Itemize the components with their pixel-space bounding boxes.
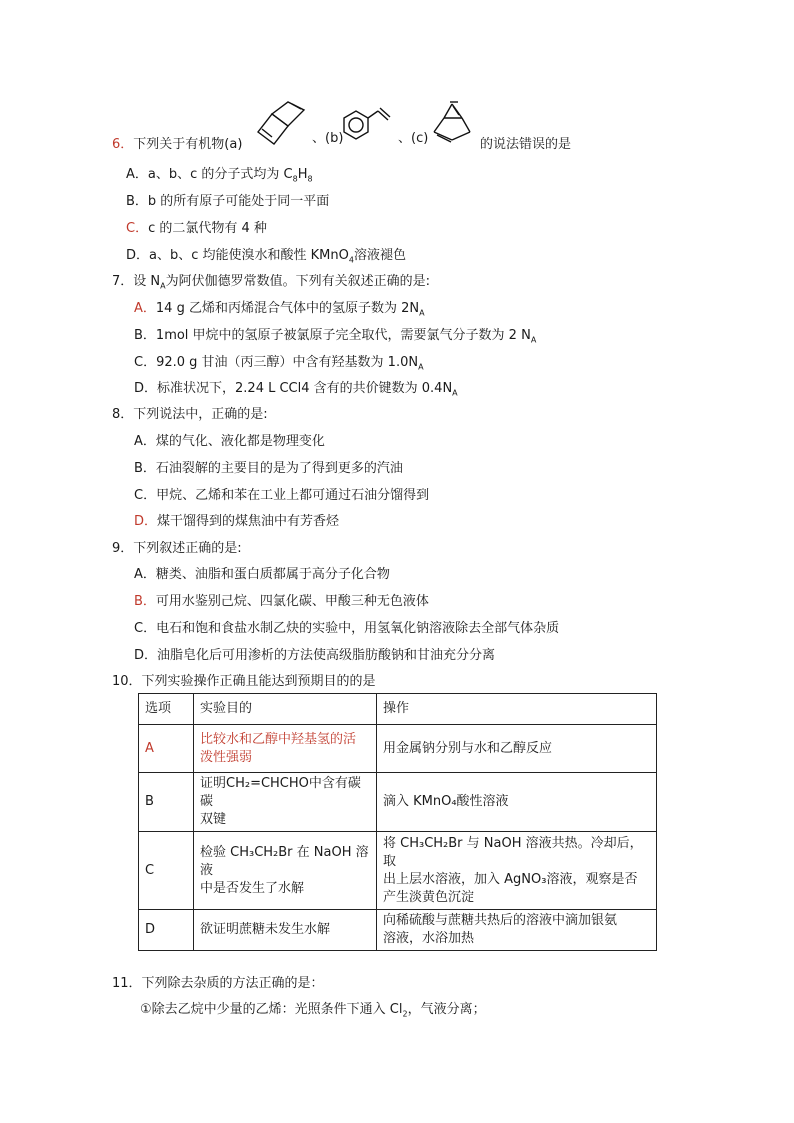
- q7-stem: 7．设 $N_A$为阿伏伽德罗常数值。下列有关叙述正确的是:: [112, 274, 431, 291]
- q8-option-b: B．石油裂解的主要目的是为了得到更多的汽油: [134, 461, 403, 476]
- table-row: [139, 832, 657, 910]
- row-purpose: 欲证明蔗糖未发生水解: [194, 910, 377, 951]
- structure-a-image: [252, 100, 310, 150]
- q11-item-1: ①除去乙烷中少量的乙烯：光照条件下通入 $Cl_2$，气液分离；: [140, 1002, 486, 1019]
- q6-number: 6．: [112, 137, 134, 152]
- row-operation: 向稀硫酸与蔗糖共热后的溶液中滴加银氨 溶液，水浴加热: [377, 910, 657, 951]
- q6-option-b: B．b 的所有原子可能处于同一平面: [126, 194, 330, 209]
- table-header-row: [139, 694, 657, 725]
- header-option: 选项: [139, 694, 194, 725]
- row-operation: 用金属钠分别与水和乙醇反应: [377, 725, 657, 773]
- q11-stem: 11．下列除去杂质的方法正确的是：: [112, 976, 324, 991]
- q7-option-b: B．1mol 甲烷中的氢原子被氯原子完全取代，需要氯气分子数为 2 $N_A$: [134, 328, 537, 345]
- q6-option-a: A．a、b、c 的分子式均为 $C_8H_8$: [126, 167, 313, 184]
- row-purpose: 比较水和乙醇中羟基氢的活 泼性强弱: [194, 725, 377, 773]
- q9-option-b: B．可用水鉴别己烷、四氯化碳、甲酸三种无色液体: [134, 594, 429, 609]
- header-purpose: 实验目的: [194, 694, 377, 725]
- structure-c-image: [426, 98, 478, 148]
- row-option: A: [139, 725, 194, 773]
- q7-option-a: A．14 g 乙烯和丙烯混合气体中的氢原子数为 $2N_A$: [134, 301, 425, 318]
- q9-option-d: D．油脂皂化后可用渗析的方法使高级脂肪酸钠和甘油充分分离: [134, 648, 496, 663]
- table-row: [139, 910, 657, 951]
- row-purpose: 检验 CH₃CH₂Br 在 NaOH 溶液 中是否发生了水解: [194, 832, 377, 910]
- q8-option-a: A．煤的气化、液化都是物理变化: [134, 434, 325, 449]
- q9-option-a: A．糖类、油脂和蛋白质都属于高分子化合物: [134, 567, 390, 582]
- q6-sep-b: 、(b): [312, 131, 344, 146]
- q6-stem-post: 的说法错误的是: [480, 137, 572, 152]
- row-purpose: 证明CH₂=CHCHO中含有碳碳 双键: [194, 773, 377, 832]
- q6-sep-c: 、(c): [398, 131, 429, 146]
- q10-stem: 10．下列实验操作正确且能达到预期目的的是: [112, 674, 376, 689]
- row-option: D: [139, 910, 194, 951]
- q9-stem: 9．下列叙述正确的是:: [112, 541, 242, 556]
- q6-option-d: D．a、b、c 均能使溴水和酸性 KMnO$_4$溶液褪色: [126, 248, 406, 265]
- row-operation: 将 CH₃CH₂Br 与 NaOH 溶液共热。冷却后，取 出上层水溶液，加入 AgNO₃溶液，观察是否 产生淡黄色沉淀: [377, 832, 657, 910]
- structure-b-image: [336, 106, 396, 148]
- q9-option-c: C．电石和饱和食盐水制乙炔的实验中，用氢氧化钠溶液除去全部气体杂质: [134, 621, 560, 636]
- q8-option-d: D．煤干馏得到的煤焦油中有芳香烃: [134, 514, 340, 529]
- q6-stem-pre: 下列关于有机物(a): [133, 137, 243, 152]
- q10-table: [138, 693, 657, 951]
- q7-option-d: D．标准状况下，2.24 L CCl4 含有的共价键数为 $0.4N_A$: [134, 381, 458, 398]
- row-operation: 滴入 KMnO₄酸性溶液: [377, 773, 657, 832]
- q8-option-c: C．甲烷、乙烯和苯在工业上都可通过石油分馏得到: [134, 488, 430, 503]
- row-option: B: [139, 773, 194, 832]
- table-row: [139, 773, 657, 832]
- q8-stem: 8．下列说法中，正确的是:: [112, 407, 268, 422]
- row-option: C: [139, 832, 194, 910]
- q6-stem: [112, 136, 242, 154]
- header-operation: 操作: [377, 694, 657, 725]
- q6-option-c: C．c 的二氯代物有 4 种: [126, 221, 267, 236]
- table-row: [139, 725, 657, 773]
- q7-option-c: C．92.0 g 甘油（丙三醇）中含有羟基数为 $1.0N_A$: [134, 355, 424, 372]
